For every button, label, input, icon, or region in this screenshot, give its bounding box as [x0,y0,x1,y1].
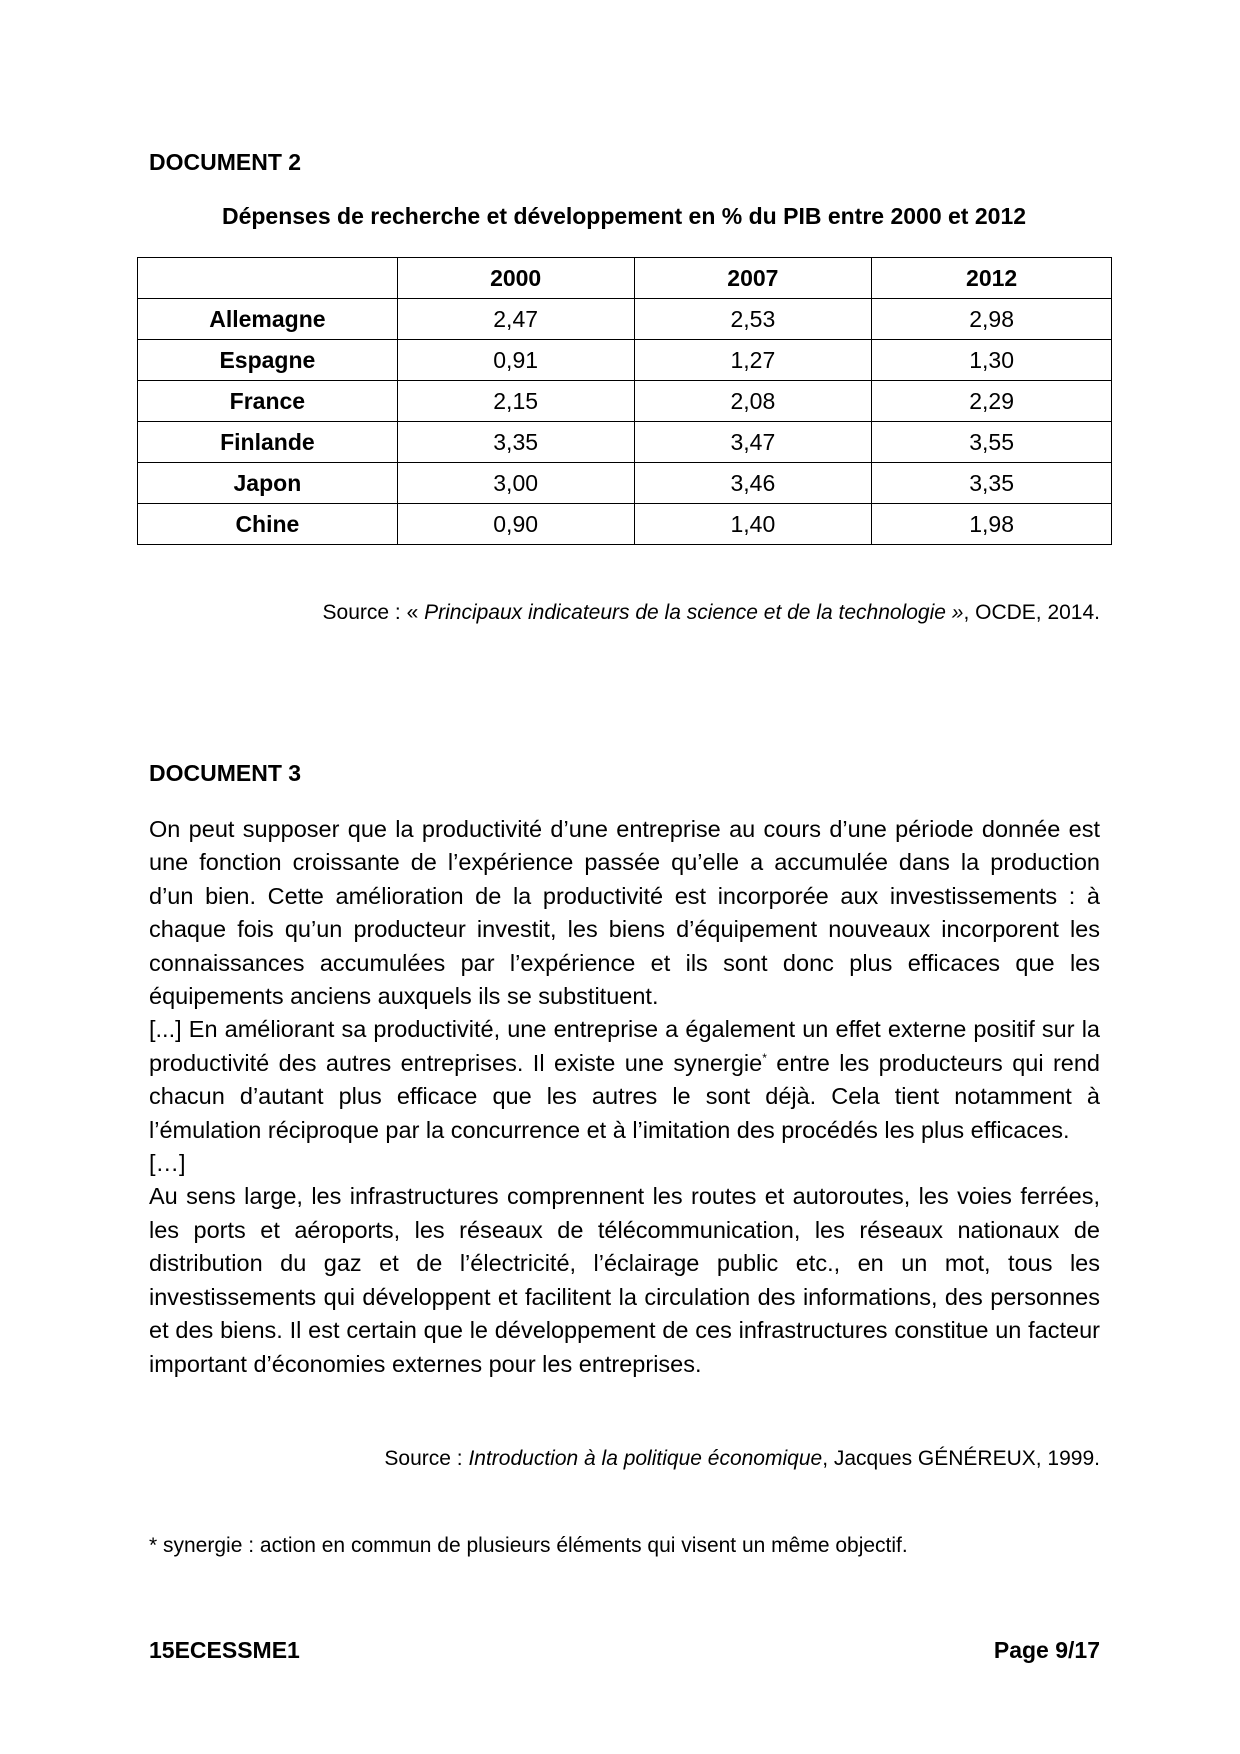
table-row [138,381,1112,422]
document-3-heading: DOCUMENT 3 [149,760,302,786]
country-cell: France [138,381,398,422]
country-cell: Japon [138,463,398,504]
value-cell: 3,55 [872,422,1112,463]
source-prefix: Source : [384,1447,469,1470]
value-cell: 2,15 [397,381,634,422]
value-cell: 3,35 [397,422,634,463]
source-title: Principaux indicateurs de la science et de la technologie » [424,601,964,624]
document-2-source [323,601,1100,625]
source-prefix: Source : « [322,601,425,624]
paragraph [149,1013,1100,1147]
value-cell: 0,90 [397,504,634,545]
paragraph: On peut supposer que la productivité d’une entreprise au cours d’une période donnée est une fonction croissante de l’expérience passée qu’elle a accumulée dans la production d’un bien. Cette amélioration de la productivité est incorporée aux investissements : à chaque fois qu’un producteur investit, les biens d’équipement nouveaux incorporent les connaissances accumulées par l’expérience et ils sont donc plus efficaces que les équipements anciens auxquels ils se substituent. [149,816,1100,1010]
paragraph-text: entre les producteurs qui rend chacun d’autant plus efficace que les autres le sont déjà. Cela tient notamment à l’émulation réciproque par la concurrence et à l’imitation des procédés les plus efficaces. [149,1049,1100,1143]
value-cell: 3,00 [397,463,634,504]
value-cell: 1,27 [634,340,872,381]
value-cell: 3,47 [634,422,872,463]
value-cell: 2,29 [872,381,1112,422]
table-header-cell: 2000 [397,258,634,299]
value-cell: 1,30 [872,340,1112,381]
paragraph: Au sens large, les infrastructures comprennent les routes et autoroutes, les voies ferrées, les ports et aéroports, les réseaux de télécommunication, les réseaux nationaux de distribution du gaz et de l’électricité, l’éclairage public etc., en un mot, tous les investissements qui développent et facilitent la circulation des informations, des personnes et des biens. Il est certain que le développement de ces infrastructures constitue un facteur important d’économies externes pour les entreprises. [149,1183,1100,1377]
country-cell: Espagne [138,340,398,381]
value-cell: 3,35 [872,463,1112,504]
exam-code: 15ECESSME1 [149,1637,300,1663]
ellipsis: […] [149,1150,186,1177]
value-cell: 1,98 [872,504,1112,545]
footnote-marker: * [762,1051,767,1066]
document-2-heading: DOCUMENT 2 [149,149,302,175]
country-cell: Finlande [138,422,398,463]
value-cell: 2,08 [634,381,872,422]
footnote: * synergie : action en commun de plusieurs éléments qui visent un même objectif. [149,1534,908,1557]
document-3-text [149,813,1100,1381]
table-title: Dépenses de recherche et développement en % du PIB entre 2000 et 2012 [221,203,1027,229]
table-header-cell: 2012 [872,258,1112,299]
table-row [138,340,1112,381]
table-header-cell [138,258,398,299]
table-header-cell: 2007 [634,258,872,299]
value-cell: 2,53 [634,299,872,340]
table-row [138,463,1112,504]
table-header-row [138,258,1112,299]
value-cell: 0,91 [397,340,634,381]
page-number: Page 9/17 [993,1637,1100,1663]
document-3-source [384,1447,1100,1471]
paragraph-text: [...] En améliorant sa productivité, une entreprise a également un effet externe positif sur la productivité des autres entreprises. Il existe une synergie [149,1016,1100,1076]
value-cell: 1,40 [634,504,872,545]
table-row [138,299,1112,340]
table-row [138,422,1112,463]
value-cell: 2,47 [397,299,634,340]
country-cell: Chine [138,504,398,545]
rd-spending-table [137,257,1112,545]
source-title: Introduction à la politique économique [468,1447,823,1470]
table-row [138,504,1112,545]
source-suffix: , Jacques GÉNÉREUX, 1999. [822,1447,1100,1470]
source-suffix: , OCDE, 2014. [963,601,1100,624]
country-cell: Allemagne [138,299,398,340]
value-cell: 2,98 [872,299,1112,340]
value-cell: 3,46 [634,463,872,504]
